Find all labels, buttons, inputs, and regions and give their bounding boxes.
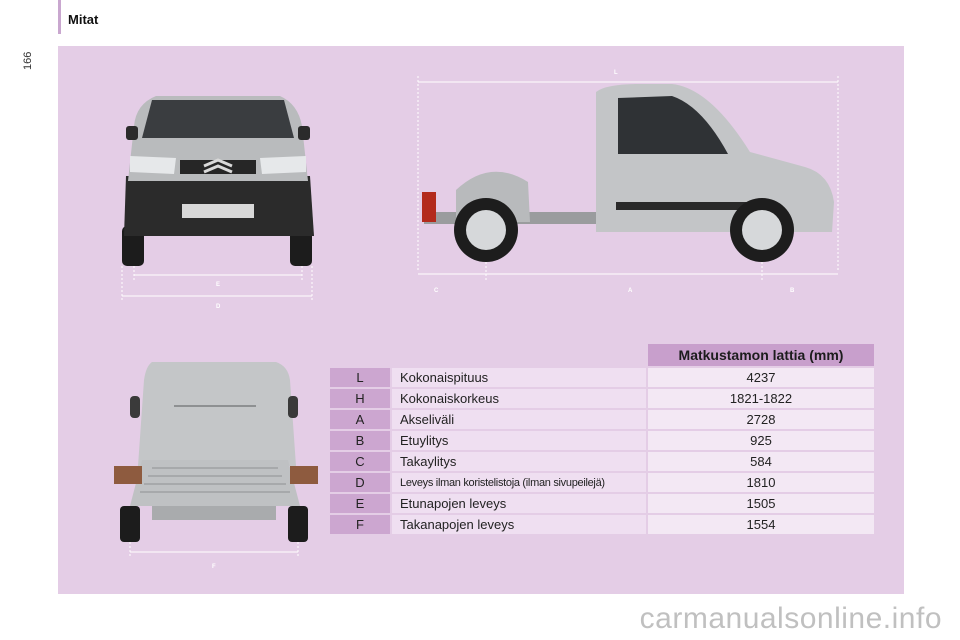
dim-b: B (790, 288, 795, 294)
row-label: Kokonaispituus (391, 367, 647, 388)
table-row (329, 388, 875, 409)
dim-e: E (216, 282, 221, 288)
dim-l: L (614, 70, 618, 76)
row-code: D (329, 472, 391, 493)
row-label: Leveys ilman koristelistoja (ilman sivupeilejä) (391, 472, 647, 493)
table-row (329, 472, 875, 493)
row-label: Etuylitys (391, 430, 647, 451)
row-code: L (329, 367, 391, 388)
dimensions-table (328, 342, 876, 536)
front-view-illustration (116, 86, 326, 316)
table-header: Matkustamon lattia (mm) (647, 343, 875, 367)
row-value: 1821-1822 (647, 388, 875, 409)
table-row (329, 451, 875, 472)
row-code: H (329, 388, 391, 409)
row-code: F (329, 514, 391, 535)
table-row (329, 430, 875, 451)
row-value: 1505 (647, 493, 875, 514)
row-label: Akseliväli (391, 409, 647, 430)
side-view-illustration (410, 62, 840, 302)
row-code: E (329, 493, 391, 514)
watermark: carmanualsonline.info (639, 602, 942, 635)
row-code: A (329, 409, 391, 430)
row-code: C (329, 451, 391, 472)
row-value: 1554 (647, 514, 875, 535)
row-value: 1810 (647, 472, 875, 493)
dim-a: A (628, 288, 633, 294)
dim-f: F (212, 564, 216, 570)
page-number: 166 (22, 51, 34, 70)
table-row (329, 409, 875, 430)
dim-d: D (216, 304, 221, 310)
row-label: Kokonaiskorkeus (391, 388, 647, 409)
row-value: 2728 (647, 409, 875, 430)
table-row (329, 367, 875, 388)
table-header-row (329, 343, 875, 367)
table-row (329, 514, 875, 535)
row-label: Etunapojen leveys (391, 493, 647, 514)
section-title: Mitat (68, 12, 99, 27)
rear-view-illustration (112, 356, 332, 576)
row-value: 925 (647, 430, 875, 451)
row-value: 584 (647, 451, 875, 472)
dim-c: C (434, 288, 439, 294)
header-rule (58, 0, 61, 34)
row-code: B (329, 430, 391, 451)
table-row (329, 493, 875, 514)
row-value: 4237 (647, 367, 875, 388)
row-label: Takaylitys (391, 451, 647, 472)
table-header-spacer (329, 343, 647, 367)
row-label: Takanapojen leveys (391, 514, 647, 535)
